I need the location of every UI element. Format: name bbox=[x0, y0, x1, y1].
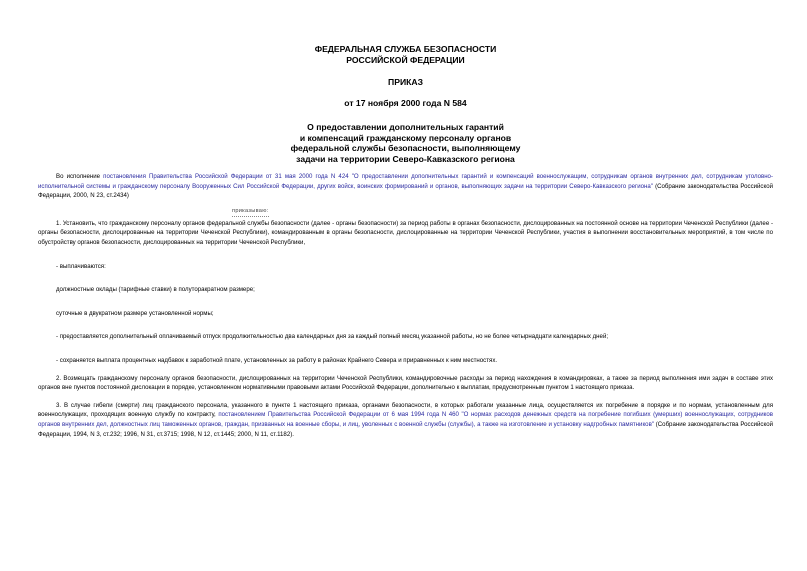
doc-title-line2: и компенсаций гражданскому персоналу органов bbox=[299, 132, 512, 143]
intro-paragraph: Во исполнение постановления Правительства Российской Федерации от 31 мая 2000 года N 424 "О предоставлении дополнительных гарантий и компенсаций военнослужащим, сотрудникам органов внутренних дел, сотрудникам уголовно-исполнительной системы и гражданскому персоналу Вооруженных Сил Российской Федерации, других войск, воинских формирований и органов, выполняющих задачи на территории Северо-Кавказского региона" (Собрание законодательства Российской Федерации, 2000, N 23, ст.2434) bbox=[38, 173, 773, 200]
paragraph-2: 2. Возмещать гражданскому персоналу органов безопасности, дислоцированных на территории Чеченской Республики, командировочные расходы за период нахождения в командировках, а также за период выполнения ими задач в составе этих органов вне пунктов постоянной дислокации в порядке, установленном нормативными правовыми актами Российской Федерации, дополнительно к выплатам, предусмотренным пунктом 1 настоящего приказа. bbox=[38, 374, 773, 392]
paragraph-1: 1. Установить, что гражданскому персоналу органов федеральной службы безопасности (далее - органы безопасности) за период работы в органах безопасности, дислоцированных на постоянной основе на территории Чеченской Республики (далее - органы безопасности, дислоцированные на территории Чеченской Республики), командированным в органы безопасности, дислоцированные на территории Чеченской Республики, участия в выполнении восстановительных мероприятий, в том числе по обустройству органов безопасности, дислоцированных на территории Чеченской Республики, bbox=[38, 219, 773, 246]
org-name-line1: ФЕДЕРАЛЬНАЯ СЛУЖБА БЕЗОПАСНОСТИ bbox=[314, 44, 497, 54]
burial-decree-link[interactable]: постановлением Правительства Российской Федерации от 6 мая 1994 года N 460 "О нормах расходов денежных средств на погребение погибших (умерших) военнослужащих, сотрудников органов внутренних дел, должностных лиц таможенных органов, граждан, призванных на военные сборы, и лиц, уволенных с военной службы (службы), а также на изготовление и установку надгробных памятников" bbox=[38, 411, 773, 428]
doc-type: ПРИКАЗ bbox=[388, 77, 423, 87]
list-item-per-diem: суточные в двукратном размере установленной нормы; bbox=[56, 309, 214, 317]
doc-title-line4: задачи на территории Северо-Кавказского региона bbox=[296, 153, 515, 164]
prikaz-word: приказываю: bbox=[232, 207, 269, 219]
document-body bbox=[38, 172, 773, 439]
intro-decree-link[interactable]: постановления Правительства Российской Федерации от 31 мая 2000 года N 424 "О предоставлении дополнительных гарантий и компенсаций военнослужащим, сотрудникам органов внутренних дел, сотрудникам уголовно-исполнительной системы и гражданскому персоналу Вооруженных Сил Российской Федерации, других войск, воинских формирований и органов, выполняющих задачи на территории Северо-Кавказского региона" bbox=[38, 173, 773, 190]
doc-title-line3: федеральной службы безопасности, выполняющему bbox=[290, 143, 521, 153]
doc-title-line1: О предоставлении дополнительных гарантий bbox=[307, 122, 504, 132]
paragraph-3: 3. В случае гибели (смерти) лиц гражданского персонала, указанного в пункте 1 настоящего приказа, органами безопасности, в которых работали указанные лица, осуществляется их погребение в порядке и по нормам, установленным для военнослужащих, проходящих военную службу по контракту, постановлением Правительства Российской Федерации от 6 мая 1994 года N 460 "О нормах расходов денежных средств на погребение погибших (умерших) военнослужащих, сотрудников органов внутренних дел, должностных лиц таможенных органов, граждан, призванных на военные сборы, и лиц, уволенных с военной службы (службы), а также на изготовление и установку надгробных памятников" (Собрание законодательства Российской Федерации, 1994, N 3, ст.232; 1996, N 31, ст.3715; 1998, N 12, ст.1445; 2000, N 11, ст.1182). bbox=[38, 401, 773, 438]
list-item-leave: - предоставляется дополнительный оплачиваемый отпуск продолжительностью два календарных дня за каждый полный месяц указанной работы, но не более четырнадцати календарных дней; bbox=[56, 333, 609, 341]
list-item-salaries: должностные оклады (тарифные ставки) в полуторакратном размере; bbox=[56, 286, 255, 294]
org-name-line2: РОССИЙСКОЙ ФЕДЕРАЦИИ bbox=[346, 54, 465, 65]
doc-date: от 17 ноября 2000 года N 584 bbox=[344, 97, 467, 108]
list-item-paid: - выплачиваются: bbox=[56, 262, 106, 270]
document-header bbox=[38, 44, 773, 164]
document-page bbox=[38, 44, 773, 439]
list-item-allowances: - сохраняется выплата процентных надбавок к заработной плате, установленных за работу в районах Крайнего Севера и приравненных к ним местностях. bbox=[56, 356, 498, 364]
